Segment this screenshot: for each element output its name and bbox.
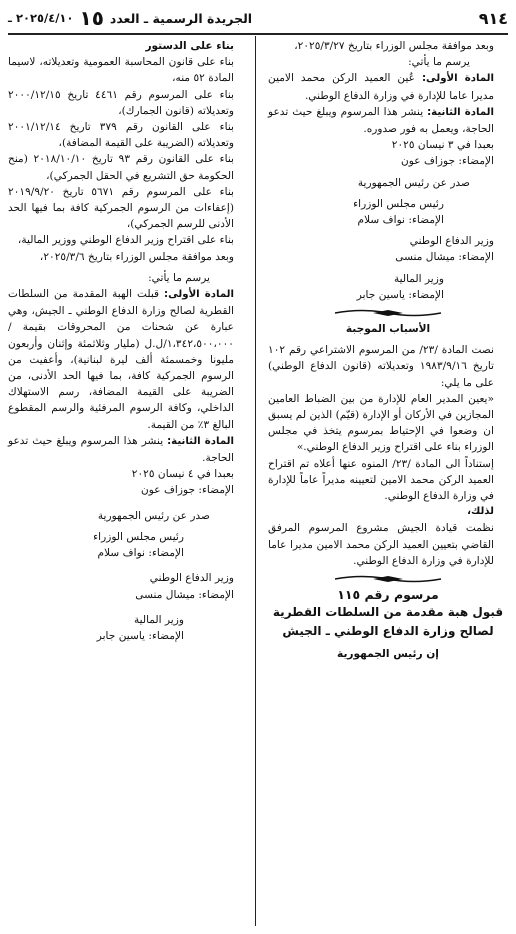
left-article-1-text: قبلت الهبة المقدمة من السلطات القطرية لصالح وزارة الدفاع الوطني ـ الجيش، وهي عبارة عن شحنات من المحروقات بقيمة /١،٣٤٢،٥٠٠،٠٠٠/ل.ل (مليار وثلاثمئة وإثنان وأربعون مليونا وخمسمئة ألف ليرة لبنانية)، وأعفيت من الرسوم الجمركية كافة، بما فيها الحد الأدنى، من الضريبة على القيمة المضافة، رسم الاستهلاك الداخلي، وكافة الرسوم المرفئية والرسم المقطوع البالغ ٣٪ من القيمة. — [8, 288, 234, 431]
reasons-quote: «يعين المدير العام للإدارة من بين الضباط العامين المجازين في الأركان أو الإدارة (قيّم) الذين لم يسبق ان وضعوا في الإحتياط بمرسوم يتخذ في مجلس الوزراء بناء على اقتراح وزير الدفاع الوطني.» — [268, 392, 494, 454]
left-finance-minister-title: وزير المالية — [133, 613, 184, 626]
left-defense-minister-title: وزير الدفاع الوطني — [149, 572, 234, 585]
left-finance-minister-signature: الإمضاء: ياسين جابر — [96, 629, 184, 642]
left-article-1-label: المادة الأولى: — [164, 289, 234, 301]
basis-5: بناء على المرسوم رقم ٥٦٧١ تاريخ ٢٠١٩/٩/٢٠ (إعفاءات من الرسوم الجمركية كافة بما فيها الحد الأدنى للرسم الجمركي)، — [8, 185, 234, 231]
ornament-divider — [333, 307, 443, 319]
decree-115-subject: قبول هبة مقدمة من السلطات القطرية لصالح وزارة الدفاع الوطني ـ الجيش — [272, 605, 504, 639]
decrees-line-left: يرسم ما يأتي: — [148, 271, 210, 284]
left-issued-by-line: صدر عن رئيس الجمهورية — [97, 509, 210, 522]
finance-minister-signature: الإمضاء: ياسين جابر — [356, 288, 444, 301]
article-1 — [268, 70, 508, 103]
basis-1: بناء على قانون المحاسبة العمومية وتعديلاته، لاسيما المادة ٥٢ منه، — [8, 56, 234, 85]
reasons-para-1: نصت المادة /٢٣/ من المرسوم الاشتراعي رقم ١٠٢ تاريخ ١٩٨٣/٩/١٦ وتعديلاته (قانون الدفاع الوطني) على ما يلي: — [268, 344, 494, 389]
basis-6: بناء على اقتراح وزير الدفاع الوطني ووزير المالية، — [17, 234, 234, 247]
defense-minister-title: وزير الدفاع الوطني — [409, 235, 494, 248]
left-defense-minister-signature: الإمضاء: ميشال منسى — [135, 588, 234, 601]
left-article-2-label: المادة الثانية: — [167, 435, 234, 447]
basis-4: بناء على القانون رقم ٩٣ تاريخ ٢٠١٨/١٠/١٠ (منح الحكومة حق التشريع في الحقل الجمركي)، — [8, 153, 234, 182]
finance-minister-title: وزير المالية — [393, 272, 444, 285]
article-2-text: ينشر هذا المرسوم ويبلغ حيث تدعو الحاجة، ويعمل به فور صدوره. — [268, 105, 494, 136]
right-column — [268, 38, 508, 663]
left-article-1 — [8, 286, 248, 433]
reasons-para-2: إستناداً الى المادة /٢٣/ المنوه عنها أعلاه تم اقتراح العميد الركن محمد الامين لتعيينه مديراً عاماً للإدارة في وزارة الدفاع الوطني. — [268, 457, 494, 503]
left-dated-line: بعبدا في ٤ نيسان ٢٠٢٥ — [131, 468, 234, 481]
therefore-line: لذلك، — [467, 506, 494, 518]
president-signature: الإمضاء: جوزاف عون — [401, 155, 494, 168]
dated-line: بعبدا في ٣ نيسان ٢٠٢٥ — [391, 139, 494, 152]
left-president-signature: الإمضاء: جوزاف عون — [141, 484, 234, 497]
article-1-label: المادة الأولى: — [421, 73, 494, 85]
left-pm-signature: الإمضاء: نواف سلام — [97, 547, 184, 560]
left-article-2 — [8, 433, 248, 466]
issue-date: ٢٠٢٥/٤/١٠ ـ — [8, 11, 74, 25]
approval-line: وبعد موافقة مجلس الوزراء بتاريخ ٢٠٢٥/٣/٢٧، — [294, 40, 494, 52]
constitution-line: بناء على الدستور — [145, 40, 234, 52]
page-number: ٩١٤ — [478, 8, 508, 28]
pm-title: رئيس مجلس الوزراء — [353, 197, 444, 210]
article-2 — [268, 104, 508, 137]
left-column — [8, 38, 248, 644]
gazette-name: الجريدة الرسمية ـ العدد — [109, 10, 253, 26]
issue-number: ١٥ — [79, 6, 104, 30]
article-2-label: المادة الثانية: — [427, 106, 494, 118]
page-header — [8, 3, 508, 33]
basis-7: وبعد موافقة مجلس الوزراء بتاريخ ٢٠٢٥/٣/٦، — [39, 250, 234, 263]
left-article-2-text: ينشر هذا المرسوم ويبلغ حيث تدعو الحاجة. — [8, 434, 234, 465]
ornament-divider-2 — [333, 573, 443, 585]
decrees-line: يرسم ما يأتي: — [408, 56, 470, 69]
reasons-title: الأسباب الموجبة — [345, 323, 431, 336]
gazette-masthead — [8, 6, 252, 30]
pm-signature: الإمضاء: نواف سلام — [357, 214, 444, 227]
column-divider — [255, 36, 256, 926]
left-pm-title: رئيس مجلس الوزراء — [93, 530, 184, 543]
issued-by-line: صدر عن رئيس الجمهورية — [357, 176, 470, 189]
reasons-para-3: نظمت قيادة الجيش مشروع المرسوم المرفق القاضي بتعيين العميد الركن محمد الامين مديرا عاما للإدارة في وزارة الدفاع الوطني. — [268, 522, 494, 567]
basis-2: بناء على المرسوم رقم ٤٤٦١ تاريخ ٢٠٠٠/١٢/١٥ وتعديلاته (قانون الجمارك)، — [8, 88, 234, 117]
header-divider — [8, 33, 508, 35]
defense-minister-signature: الإمضاء: ميشال منسى — [395, 251, 494, 264]
article-1-text: عُين العميد الركن محمد الامين مديرا عاما للإدارة في وزارة الدفاع الوطني. — [268, 72, 494, 102]
president-line: إن رئيس الجمهورية — [337, 648, 439, 661]
decree-115-title: مرسوم رقم ١١٥ — [337, 587, 439, 603]
basis-3: بناء على القانون رقم ٣٧٩ تاريخ ٢٠٠١/١٢/١٤ وتعديلاته (الضريبة على القيمة المضافة)، — [8, 121, 234, 150]
